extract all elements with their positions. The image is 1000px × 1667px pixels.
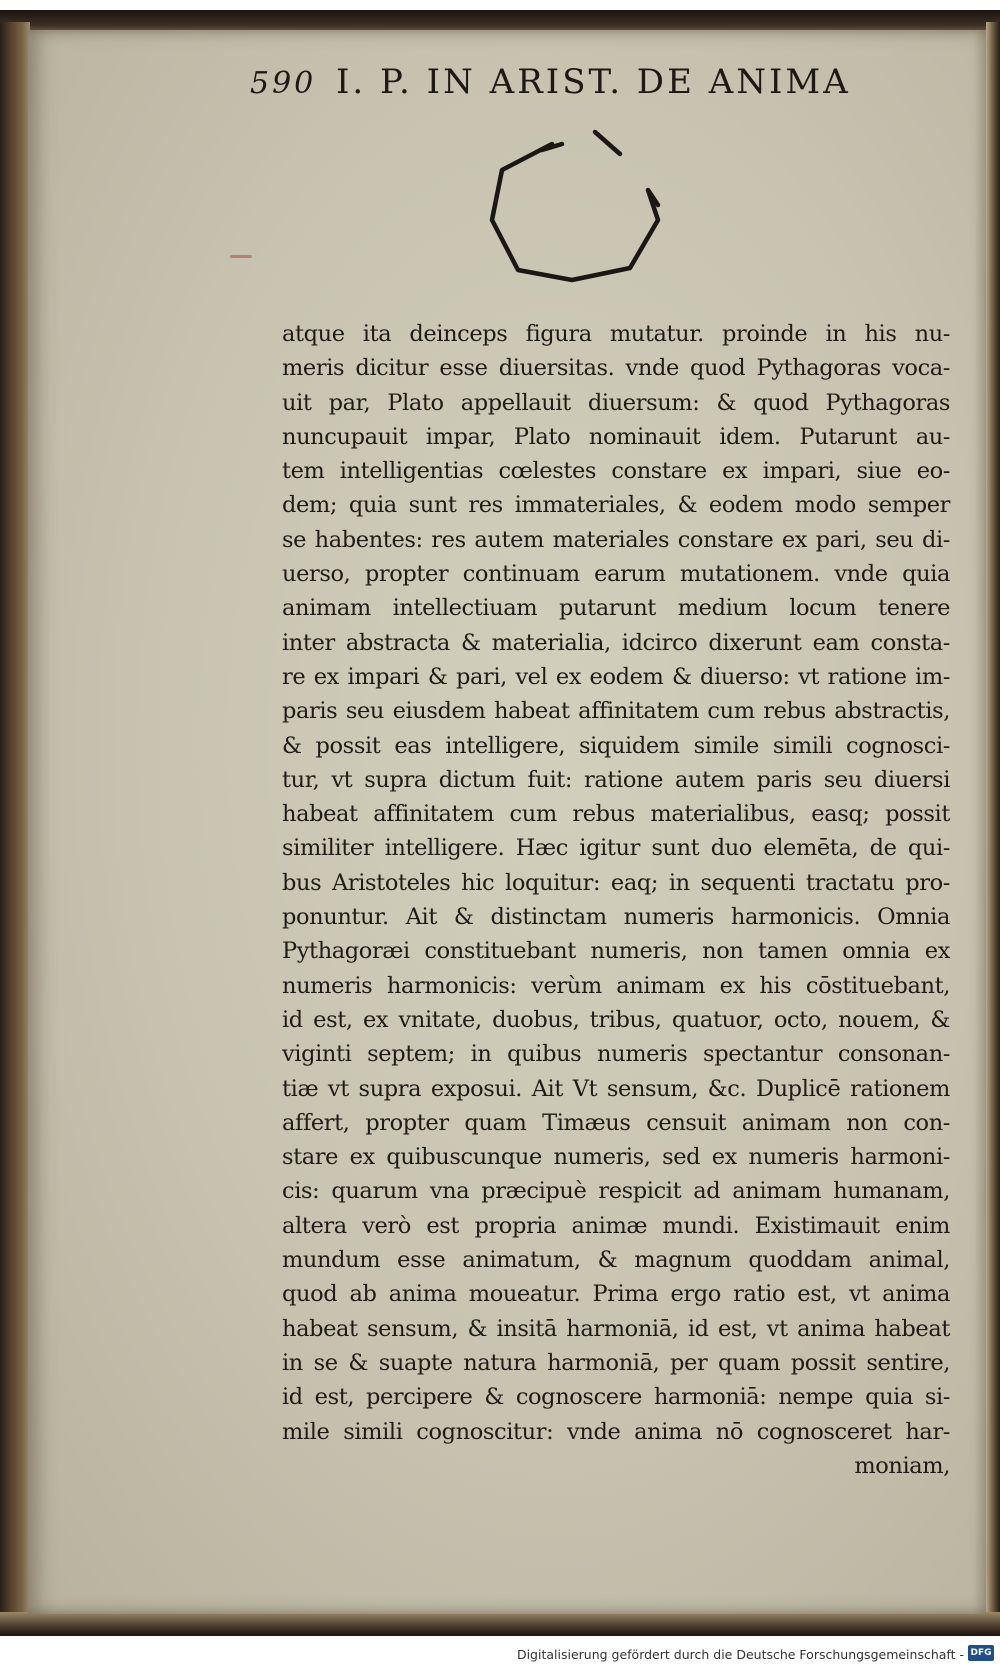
text-line: meris dicitur esse diuersitas. vnde quod Pythagoras voca- — [282, 355, 950, 382]
text-line: inter abstracta & materialia, idcirco dixerunt eam consta- — [282, 629, 950, 656]
text-line: in se & suapte natura harmoniā, per quam possit sentire, — [282, 1349, 950, 1376]
text-line: mundum esse animatum, & magnum quoddam animal, — [282, 1247, 950, 1274]
text-line: dem; quia sunt res immateriales, & eodem modo semper — [282, 492, 950, 519]
text-line: stare ex quibuscunque numeris, sed ex numeris harmoni- — [282, 1144, 950, 1171]
book-spine-edge — [0, 22, 30, 1622]
text-line: atque ita deinceps figura mutatur. proinde in his nu- — [282, 321, 950, 347]
text-line: viginti septem; in quibus numeris spectantur consonan- — [282, 1041, 950, 1068]
text-line: tem intelligentias cœlestes constare ex impari, siue eo- — [282, 458, 950, 485]
text-line: & possit eas intelligere, siquidem simile simili cognosci- — [282, 732, 950, 759]
text-line: paris seu eiusdem habeat affinitatem cum rebus abstractis, — [282, 698, 950, 725]
text-line: mile simili cognoscitur: vnde anima nō cognosceret har- — [282, 1418, 950, 1445]
text-line: tur, vt supra dictum fuit: ratione autem paris seu diuersi — [282, 766, 950, 793]
text-line: se habentes: res autem materiales constare ex pari, seu di- — [282, 526, 950, 553]
running-head — [250, 62, 950, 102]
text-line: animam intellectiuam putarunt medium locum tenere — [282, 595, 950, 622]
page-number: 590 — [250, 66, 317, 101]
text-line: id est, percipere & cognoscere harmoniā: nempe quia si- — [282, 1384, 950, 1411]
book-top-edge — [0, 10, 1000, 32]
text-line: uerso, propter continuam earum mutationem. vnde quia — [282, 561, 950, 588]
funding-credit: Digitalisierung gefördert durch die Deutsche Forschungsgemeinschaft - — [516, 1647, 964, 1662]
text-line: bus Aristoteles hic loquitur: eaq; in sequenti tractatu pro- — [282, 869, 950, 896]
text-line: re ex impari & pari, vel ex eodem & diuerso: vt ratione im- — [282, 663, 950, 690]
text-line: tiæ vt supra exposui. Ait Vt sensum, &c. Duplicē rationem — [282, 1075, 950, 1102]
digitization-footer — [0, 1640, 1000, 1667]
ink-stain — [230, 255, 252, 258]
body-text — [282, 317, 950, 1483]
octagon-loose-stroke — [595, 132, 620, 154]
text-line: id est, ex vnitate, duobus, tribus, quatuor, octo, nouem, & — [282, 1006, 950, 1033]
running-head-title: I. P. IN ARIST. DE ANIMA — [336, 62, 851, 102]
text-line: habeat affinitatem cum rebus materialibus, easq; possit — [282, 801, 950, 828]
text-line: ponuntur. Ait & distinctam numeris harmonicis. Omnia — [282, 904, 950, 931]
book-fore-edge — [986, 22, 1000, 1632]
octagon-outline — [492, 144, 658, 280]
text-line: numeris harmonicis: verùm animam ex his cōstituebant, — [282, 972, 950, 999]
dfg-logo-icon: DFG — [968, 1645, 994, 1661]
text-line: cis: quarum vna præcipuè respicit ad animam humanam, — [282, 1178, 950, 1205]
text-line: altera verò est propria animæ mundi. Existimauit enim — [282, 1212, 950, 1239]
text-line: nuncupauit impar, Plato nominauit idem. Putarunt au- — [282, 423, 950, 450]
text-line: habeat sensum, & insitā harmoniā, id est, vt anima habeat — [282, 1315, 950, 1342]
text-line: quod ab anima moueatur. Prima ergo ratio est, vt anima — [282, 1281, 950, 1308]
octagon-figure — [480, 110, 710, 310]
text-line: moniam, — [854, 1452, 950, 1479]
text-line: Pythagoræi constituebant numeris, non tamen omnia ex — [282, 938, 950, 965]
text-line: uit par, Plato appellauit diuersum: & quod Pythagoras — [282, 389, 950, 416]
book-bottom-edge — [0, 1612, 1000, 1636]
text-line: similiter intelligere. Hæc igitur sunt duo elemēta, de qui- — [282, 835, 950, 862]
text-line: affert, propter quam Timæus censuit animam non con- — [282, 1109, 950, 1136]
octagon-open-stroke — [542, 144, 562, 150]
